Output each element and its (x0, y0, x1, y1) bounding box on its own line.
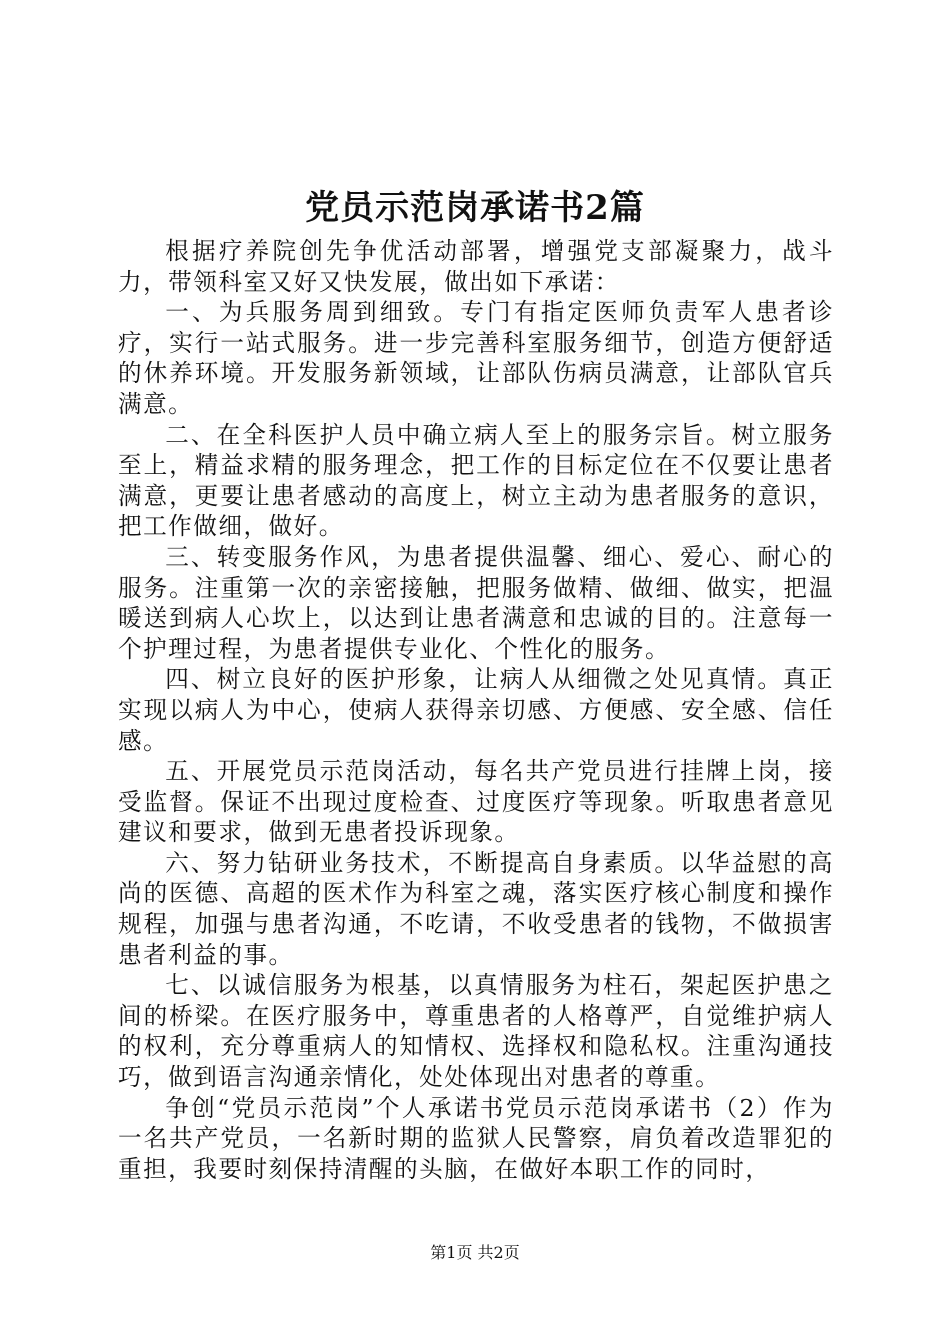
document-body (118, 236, 834, 1184)
paragraph-2: 二、在全科医护人员中确立病人至上的服务宗旨。树立服务至上，精益求精的服务理念，把工作的目标定位在不仅要让患者满意，更要让患者感动的高度上，树立主动为患者服务的意识，把工作做细，做好。 (118, 420, 834, 541)
page-footer: 第1页 共2页 (430, 1243, 520, 1262)
paragraph-8: 争创“党员示范岗”个人承诺书党员示范岗承诺书（2）作为一名共产党员，一名新时期的监狱人民警察，肩负着改造罪犯的重担，我要时刻保持清醒的头脑，在做好本职工作的同时， (118, 1093, 834, 1183)
paragraph-3: 三、转变服务作风，为患者提供温馨、细心、爱心、耐心的服务。注重第一次的亲密接触，把服务做精、做细、做实，把温暖送到病人心坎上，以达到让患者满意和忠诚的目的。注意每一个护理过程，为患者提供专业化、个性化的服务。 (118, 542, 834, 663)
paragraph-7: 七、以诚信服务为根基，以真情服务为柱石，架起医护患之间的桥梁。在医疗服务中，尊重患者的人格尊严，自觉维护病人的权利，充分尊重病人的知情权、选择权和隐私权。注重沟通技巧，做到语言沟通亲情化，处处体现出对患者的尊重。 (118, 971, 834, 1092)
paragraph-1: 一、为兵服务周到细致。专门有指定医师负责军人患者诊疗，实行一站式服务。进一步完善科室服务细节，创造方便舒适的休养环境。开发服务新领域，让部队伤病员满意，让部队官兵满意。 (118, 298, 834, 418)
document-title: 党员示范岗承诺书2篇 (305, 188, 645, 228)
paragraph-5: 五、开展党员示范岗活动，每名共产党员进行挂牌上岗，接受监督。保证不出现过度检查、过度医疗等现象。听取患者意见建议和要求，做到无患者投诉现象。 (118, 757, 834, 847)
paragraph-6: 六、努力钻研业务技术，不断提高自身素质。以华益慰的高尚的医德、高超的医术作为科室之魂，落实医疗核心制度和操作规程，加强与患者沟通，不吃请，不收受患者的钱物，不做损害患者利益的事。 (118, 848, 834, 969)
paragraph-intro: 根据疗养院创先争优活动部署，增强党支部凝聚力，战斗力，带领科室又好又快发展，做出如下承诺： (118, 237, 834, 296)
paragraph-4: 四、树立良好的医护形象，让病人从细微之处见真情。真正实现以病人为中心，使病人获得亲切感、方便感、安全感、信任感。 (118, 665, 834, 755)
